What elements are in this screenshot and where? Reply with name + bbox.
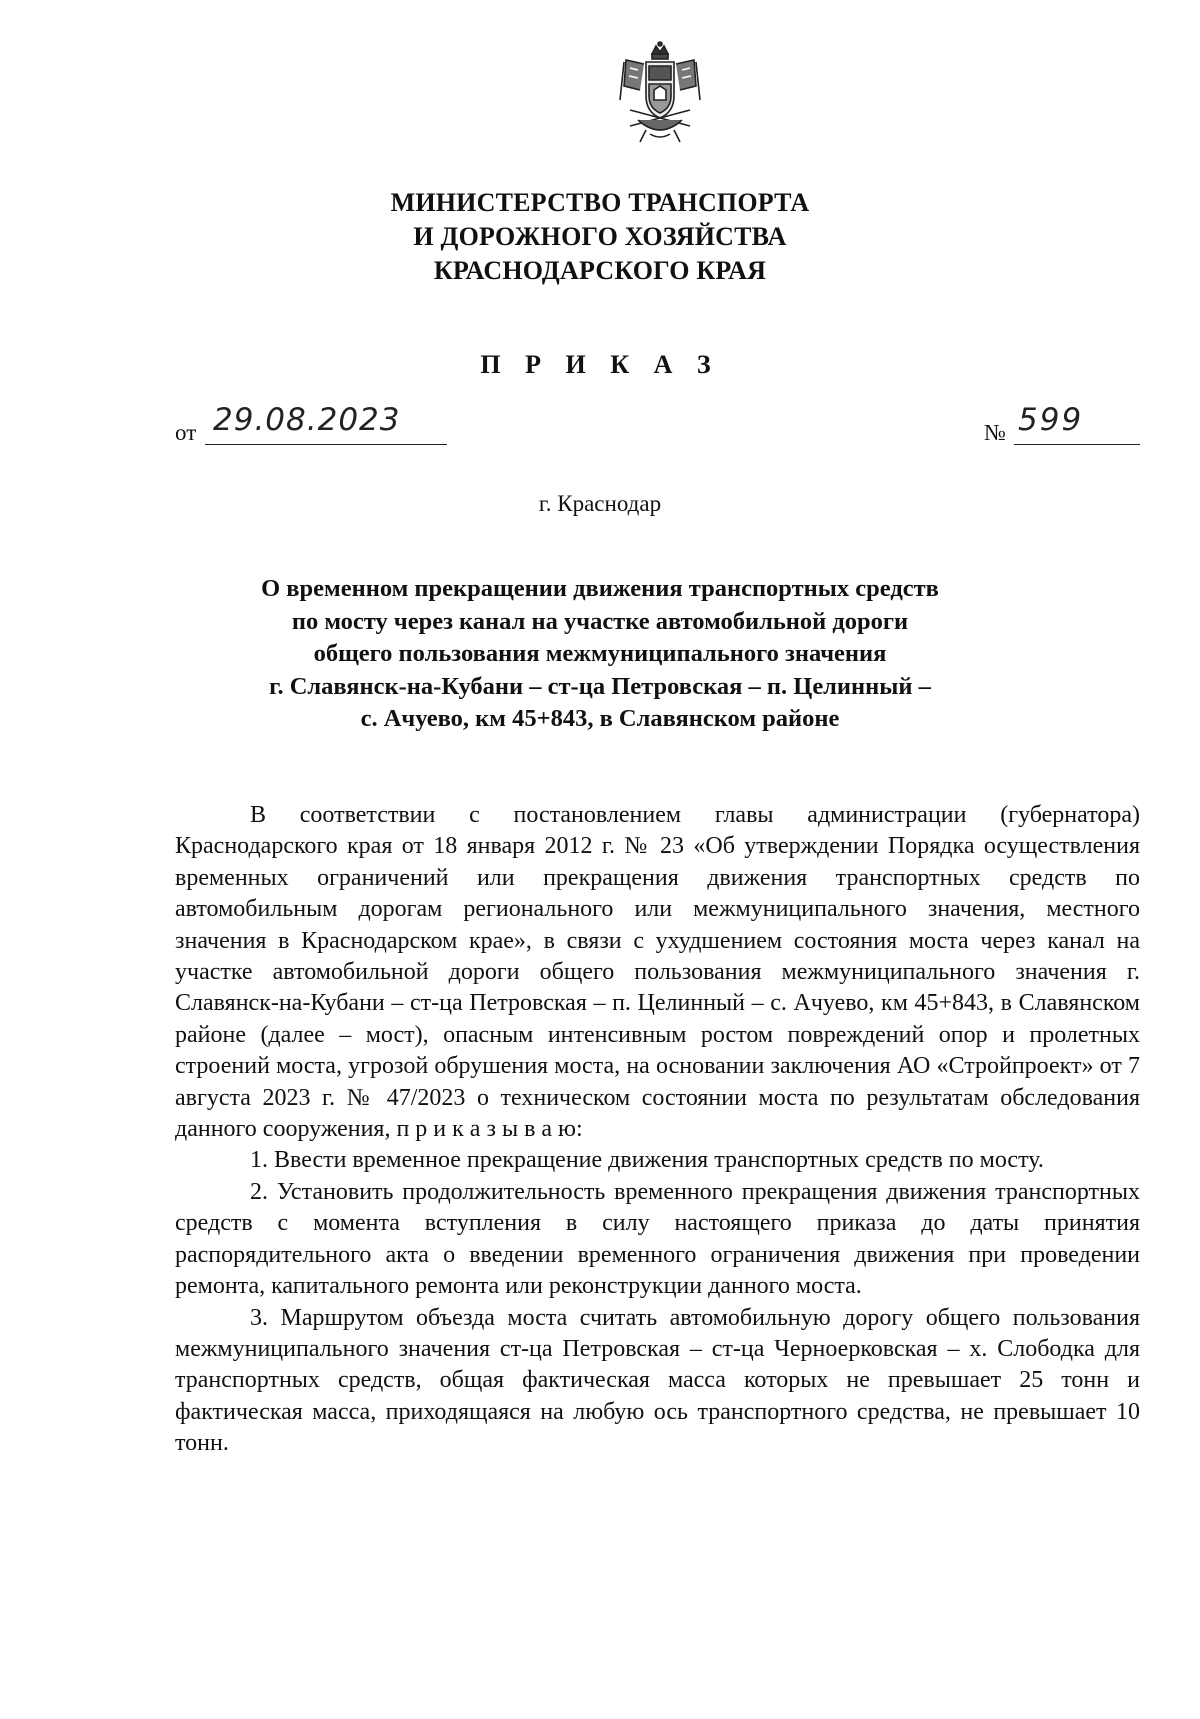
handwritten-date: 29.08.2023 (213, 402, 401, 438)
ministry-name-line: МИНИСТЕРСТВО ТРАНСПОРТА (390, 188, 810, 217)
number-underline (1014, 444, 1140, 445)
krasnodar-krai-coat-of-arms-icon (616, 40, 704, 146)
ministry-name (0, 186, 1200, 288)
number-prefix: № (984, 420, 1006, 445)
order-number-field (984, 402, 1140, 446)
handwritten-number: 599 (1018, 402, 1084, 438)
ministry-name-line: И ДОРОЖНОГО ХОЗЯЙСТВА (413, 222, 787, 251)
subject-line: общего пользования межмуниципального значения (313, 640, 887, 667)
order-date-field (175, 402, 447, 446)
city-name: г. Краснодар (538, 491, 662, 516)
ministry-name-line: КРАСНОДАРСКОГО КРАЯ (433, 256, 767, 285)
document-type-title: П Р И К А З (480, 350, 720, 379)
subject-line: по мосту через канал на участке автомобильной дороги (291, 607, 909, 635)
preamble-paragraph: В соответствии с постановлением главы администрации (губернатора) Краснодарского края от 18 января 2012 г. № 23 «Об утверждении Порядка осуществления временных ограничений или прекращения движения транспортных средств по автомобильным дорогам регионального или межмуниципального значения, местного значения в Краснодарском крае», в связи с ухудшением состояния моста через канал на участке автомобильной дороги общего пользования межмуниципального значения г. Славянск-на-Кубани – ст-ца Петровская – п. Целинный – с. Ачуево, км 45+843, в Славянском районе (далее – мост), опасным интенсивным ростом повреждений опор и пролетных строений моста, угрозой обрушения моста, на основании заключения АО «Стройпроект» от 7 августа 2023 г. № 47/2023 о техническом состоянии моста по результатам обследования данного сооружения, п р и к а з ы в а ю: (175, 802, 1140, 1143)
clause-2-paragraph: 2. Установить продолжительность временного прекращения движения транспортных средств с момента вступления в силу настоящего приказа до даты принятия распорядительного акта о введении временного ограничения движения при проведении ремонта, капитального ремонта или реконструкции данного моста. (175, 1178, 1140, 1300)
subject-line: О временном прекращении движения транспортных средств (261, 575, 939, 602)
date-prefix: от (175, 420, 197, 445)
subject-line: с. Ачуево, км 45+843, в Славянском районе (360, 705, 840, 732)
clause-1-paragraph: 1. Ввести временное прекращение движения транспортных средств по мосту. (250, 1147, 1044, 1174)
clause-3-paragraph: 3. Маршрутом объезда моста считать автомобильную дорогу общего пользования межмуниципального значения ст-ца Петровская – ст-ца Черноерковская – х. Слободка для транспортных средств, общая фактическая масса которых не превышает 25 тонн и фактическая масса, приходящаяся на любую ось транспортного средства, не превышает 10 тонн. (175, 1304, 1140, 1457)
subject-line: г. Славянск-на-Кубани – ст-ца Петровская – п. Целинный – (269, 672, 931, 700)
order-subject (0, 573, 1200, 736)
date-underline (205, 444, 447, 445)
order-body (175, 800, 1140, 1460)
